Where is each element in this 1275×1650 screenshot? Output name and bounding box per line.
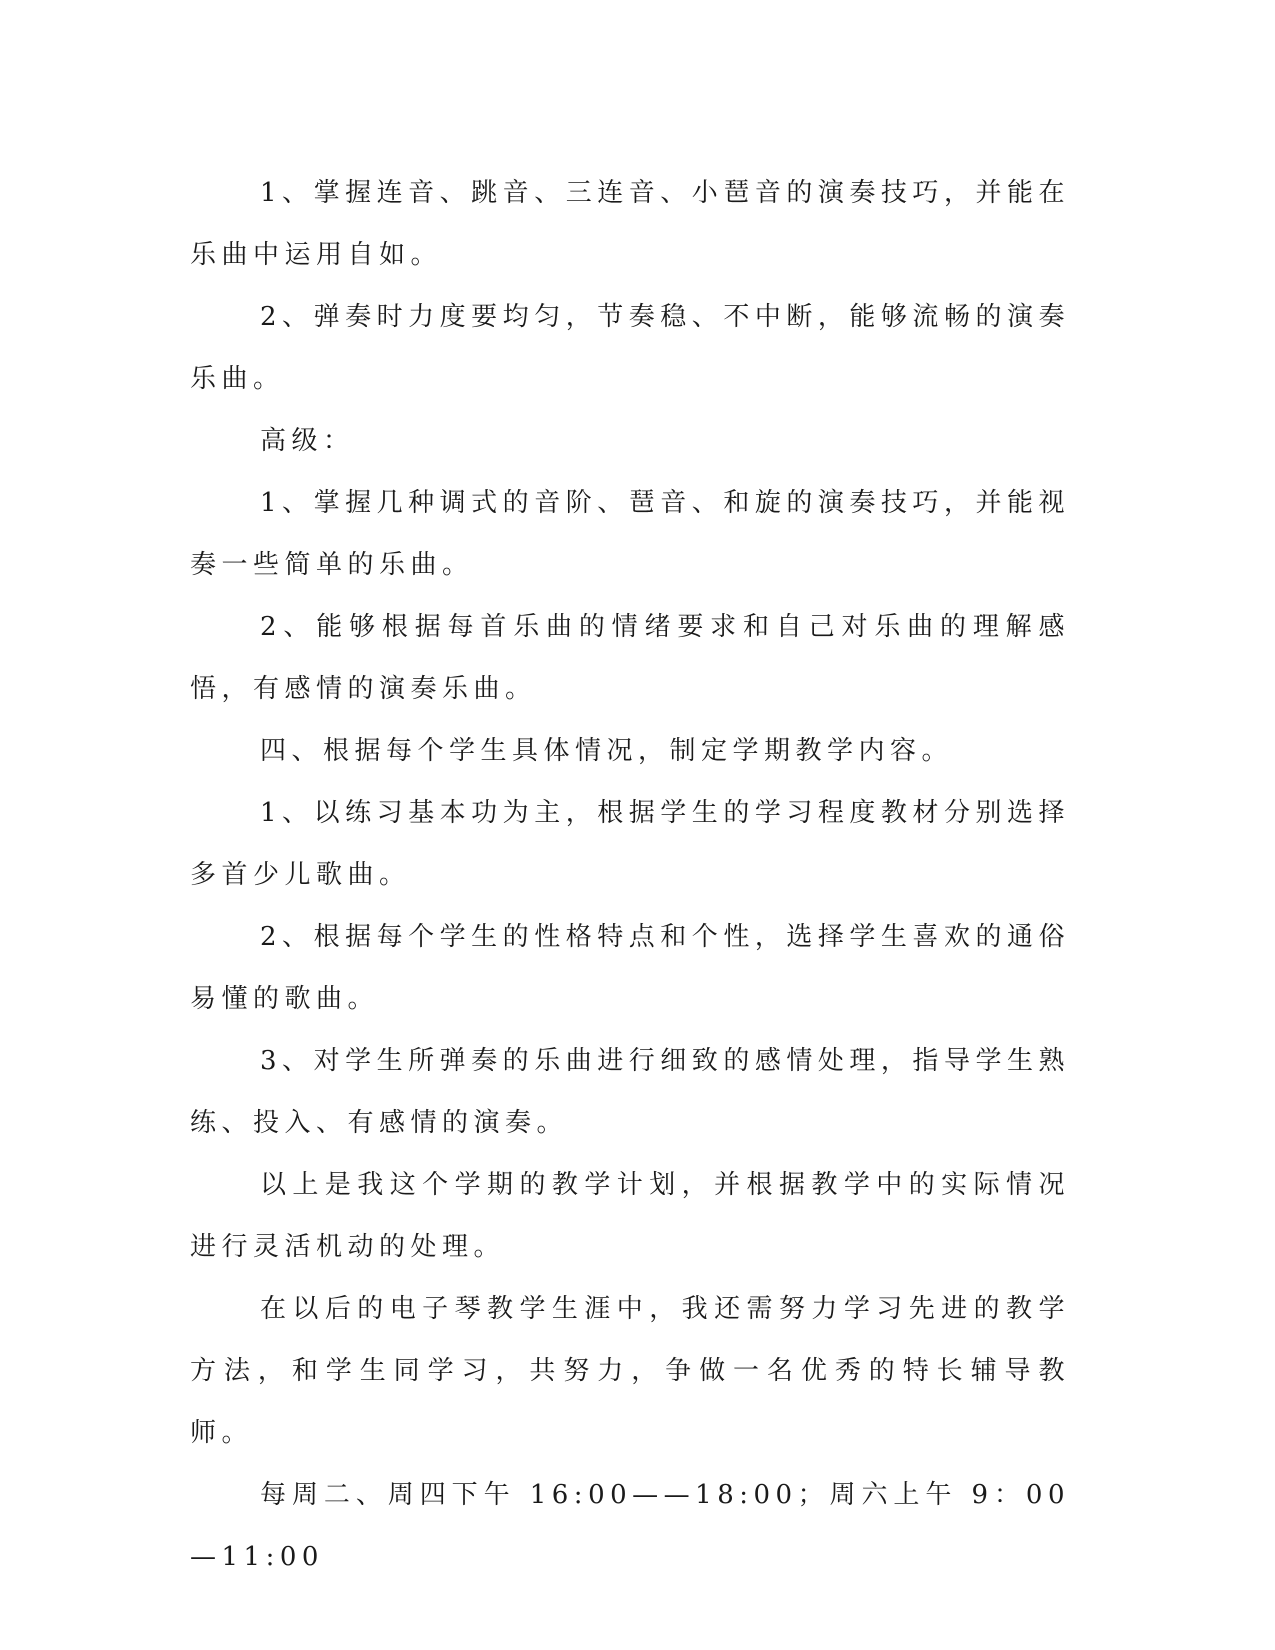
paragraph-advanced-item-2: 2、能够根据每首乐曲的情绪要求和自己对乐曲的理解感悟，有感情的演奏乐曲。 bbox=[190, 612, 1070, 704]
heading-section-four: 四、根据每个学生具体情况，制定学期教学内容。 bbox=[260, 736, 954, 766]
paragraph-summary: 以上是我这个学期的教学计划，并根据教学中的实际情况进行灵活机动的处理。 bbox=[190, 1170, 1070, 1262]
paragraph-content-item-2: 2、根据每个学生的性格特点和个性，选择学生喜欢的通俗易懂的歌曲。 bbox=[190, 922, 1070, 1014]
paragraph-advanced-item-1: 1、掌握几种调式的音阶、琶音、和旋的演奏技巧，并能视奏一些简单的乐曲。 bbox=[190, 488, 1070, 580]
paragraph-content-item-1: 1、以练习基本功为主，根据学生的学习程度教材分别选择多首少儿歌曲。 bbox=[190, 798, 1070, 890]
heading-advanced: 高级： bbox=[260, 426, 355, 456]
document-body bbox=[190, 162, 1070, 1588]
paragraph-intermediate-item-2: 2、弹奏时力度要均匀，节奏稳、不中断，能够流畅的演奏乐曲。 bbox=[190, 302, 1070, 394]
paragraph-intermediate-item-1: 1、掌握连音、跳音、三连音、小琶音的演奏技巧，并能在乐曲中运用自如。 bbox=[190, 178, 1070, 270]
paragraph-content-item-3: 3、对学生所弹奏的乐曲进行细致的感情处理，指导学生熟练、投入、有感情的演奏。 bbox=[190, 1046, 1070, 1138]
paragraph-schedule: 每周二、周四下午 16:00——18:00；周六上午 9：00—11:00 bbox=[190, 1480, 1070, 1572]
paragraph-closing: 在以后的电子琴教学生涯中，我还需努力学习先进的教学方法，和学生同学习，共努力，争做一名优秀的特长辅导教师。 bbox=[190, 1294, 1070, 1448]
